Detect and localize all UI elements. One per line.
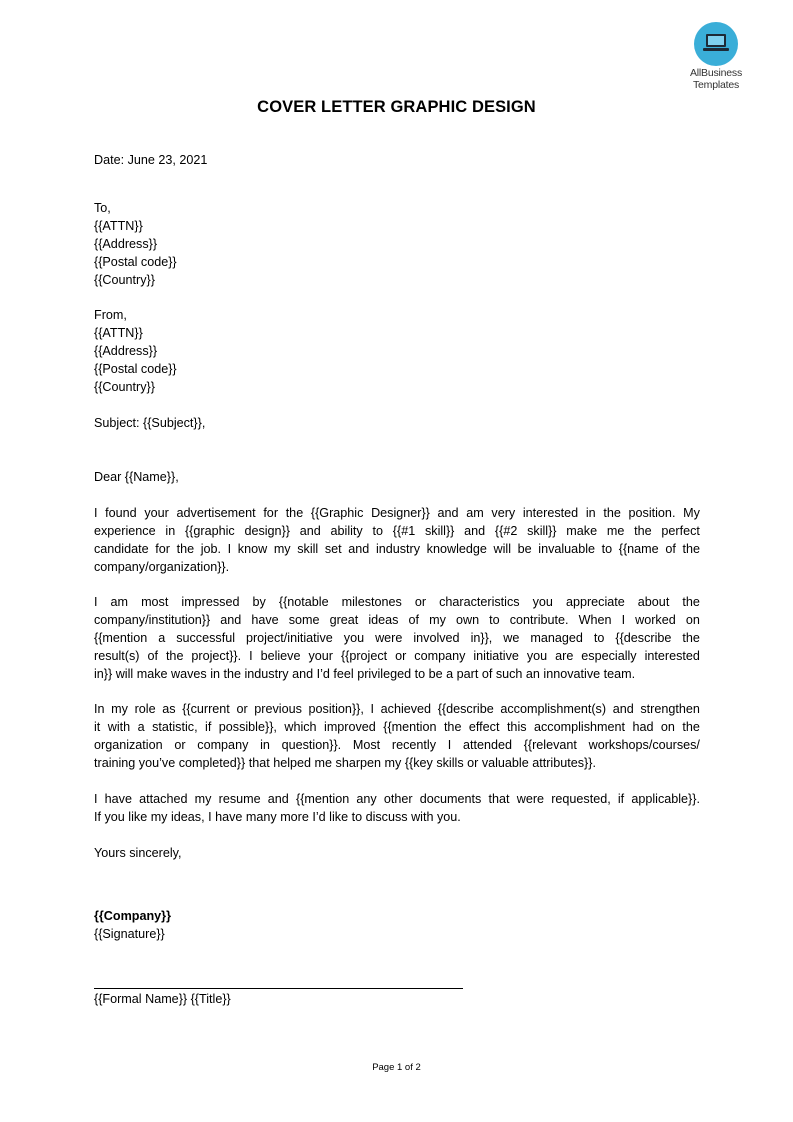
paragraph-line: company/institution}} and have some great ideas of my own to contribute. When I worked on	[94, 613, 700, 627]
paragraph-line: I am most impressed by {{notable milestones or characteristics you appreciate about the	[94, 595, 700, 609]
paragraph-line: result(s) of the project}}. I believe your {{project or company initiative you are especially interested	[94, 649, 700, 663]
from-address: {{Address}}	[94, 344, 158, 358]
allbusiness-templates-logo	[676, 22, 756, 91]
paragraph-line: organization or company in question}}. Most recently I attended {{relevant workshops/courses/	[94, 738, 700, 752]
company-name: {{Company}}	[94, 909, 171, 923]
paragraph-line: If you like my ideas, I have many more I’d like to discuss with you.	[94, 810, 461, 824]
to-postal-code: {{Postal code}}	[94, 255, 177, 269]
salutation-text: Dear {{Name}},	[94, 470, 179, 484]
paragraph-line: in}} will make waves in the industry and I’d feel privileged to be a part of such an innovative team.	[94, 667, 636, 681]
to-address: {{Address}}	[94, 237, 158, 251]
salutation	[94, 468, 700, 486]
recipient-address	[94, 199, 700, 289]
paragraph-2	[94, 593, 700, 683]
logo-line-1: AllBusiness	[689, 67, 743, 79]
closing-text: Yours sincerely,	[94, 846, 182, 860]
signature-placeholder: {{Signature}}	[94, 927, 165, 941]
subject-text: Subject: {{Subject}},	[94, 416, 206, 430]
sender-address	[94, 306, 700, 396]
signature-line	[94, 988, 463, 989]
paragraph-4	[94, 790, 700, 826]
to-country: {{Country}}	[94, 273, 155, 287]
paragraph-line: I found your advertisement for the {{Graphic Designer}} and am very interested in the position. My	[94, 506, 700, 520]
from-postal-code: {{Postal code}}	[94, 362, 177, 376]
paragraph-line: experience in {{graphic design}} and ability to {{#1 skill}} and {{#2 skill}} make me the perfect	[94, 524, 700, 538]
paragraph-line: I have attached my resume and {{mention any other documents that were requested, if applicable}}.	[94, 792, 700, 806]
document-title: COVER LETTER GRAPHIC DESIGN	[257, 98, 536, 116]
to-attn: {{ATTN}}	[94, 219, 143, 233]
to-line: To,	[94, 201, 111, 215]
formal-name-block	[94, 990, 700, 1008]
paragraph-3	[94, 700, 700, 772]
paragraph-line: it with a statistic, if possible}}, which improved {{mention the effect this accomplishment had on the	[94, 720, 700, 734]
paragraph-line: company/organization}}.	[94, 560, 230, 574]
paragraph-1	[94, 504, 700, 576]
date-text: Date: June 23, 2021	[94, 153, 208, 167]
formal-name-title: {{Formal Name}} {{Title}}	[94, 992, 231, 1006]
paragraph-line: In my role as {{current or previous position}}, I achieved {{describe accomplishment(s) and strengthen	[94, 702, 700, 716]
logo-line-2: Templates	[692, 79, 740, 91]
page-number: Page 1 of 2	[372, 1062, 421, 1073]
signature-block	[94, 907, 700, 943]
subject	[94, 414, 700, 432]
closing	[94, 844, 700, 862]
from-attn: {{ATTN}}	[94, 326, 143, 340]
from-country: {{Country}}	[94, 380, 155, 394]
from-line: From,	[94, 308, 127, 322]
laptop-icon	[694, 22, 738, 66]
date-line	[94, 151, 700, 169]
paragraph-line: training you’ve completed}} that helped me sharpen my {{key skills or valuable attributes}}.	[94, 756, 596, 770]
paragraph-line: candidate for the job. I know my skill set and industry knowledge will be invaluable to {{name of the	[94, 542, 700, 556]
paragraph-line: {{mention a successful project/initiative you were involved in}}, we managed to {{describe the	[94, 631, 700, 645]
